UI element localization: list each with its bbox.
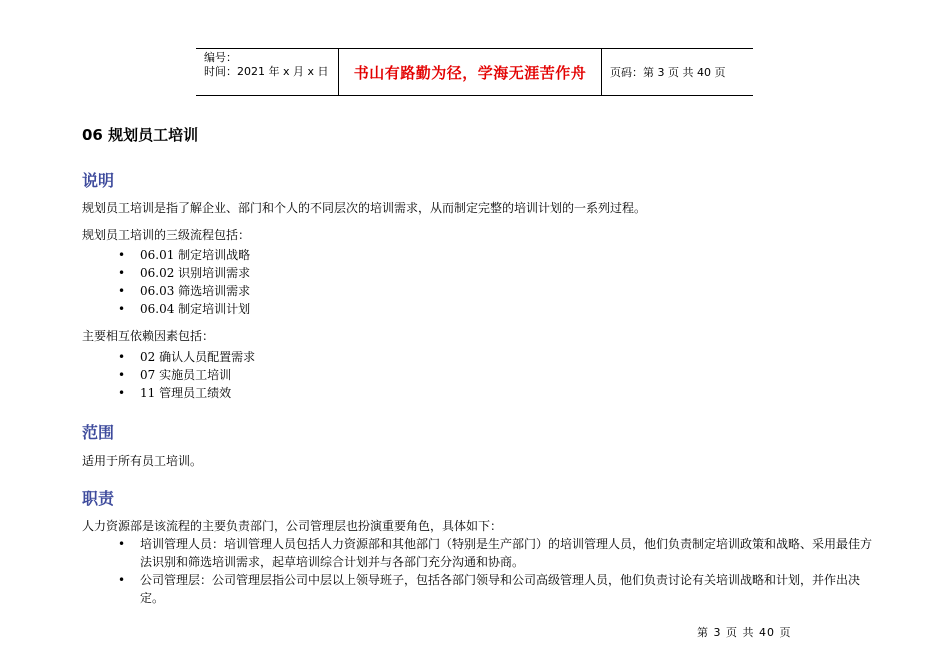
list-item: • 07 实施员工培训 <box>82 366 255 384</box>
page-header-table <box>196 48 753 96</box>
responsibilities-intro: 人力资源部是该流程的主要负责部门，公司管理层也扮演重要角色，具体如下： <box>82 519 503 533</box>
process-list <box>82 246 250 318</box>
dependency-list <box>82 348 255 402</box>
responsibilities-list <box>82 535 872 607</box>
header-info-cell <box>196 49 339 95</box>
list-item: • 06.03 筛选培训需求 <box>82 282 250 300</box>
document-title: 06 规划员工培训 <box>82 126 199 144</box>
header-page-label: 页码：第 3 页 共 40 页 <box>610 66 726 79</box>
header-number-label: 编号： <box>204 51 237 64</box>
section-heading-responsibilities: 职责 <box>82 489 115 508</box>
header-date-label: 时间：2021 年 x 月 x 日 <box>204 65 329 78</box>
scope-text: 适用于所有员工培训。 <box>82 454 203 468</box>
process-intro: 规划员工培训的三级流程包括： <box>82 228 251 242</box>
header-motto: 书山有路勤为径，学海无涯苦作舟 <box>339 49 602 95</box>
dependency-intro: 主要相互依赖因素包括： <box>82 329 215 343</box>
section-heading-description: 说明 <box>82 171 115 190</box>
list-item: • 06.02 识别培训需求 <box>82 264 250 282</box>
section-heading-scope: 范围 <box>82 423 115 442</box>
list-item: • 06.04 制定培训计划 <box>82 300 250 318</box>
footer-page-number: 第 3 页 共 40 页 <box>697 626 792 639</box>
list-item: • 02 确认人员配置需求 <box>82 348 255 366</box>
list-item: • 11 管理员工绩效 <box>82 384 255 402</box>
list-item: • 培训管理人员：培训管理人员包括人力资源部和其他部门（特别是生产部门）的培训管理人员，他们负责制定培训政策和战略、采用最佳方法识别和筛选培训需求，起草培训综合计划并与各部门充分沟通和协商。 <box>82 535 872 571</box>
description-intro: 规划员工培训是指了解企业、部门和个人的不同层次的培训需求，从而制定完整的培训计划的一系列过程。 <box>82 201 647 215</box>
list-item: • 公司管理层：公司管理层指公司中层以上领导班子，包括各部门领导和公司高级管理人员，他们负责讨论有关培训战略和计划，并作出决定。 <box>82 571 872 607</box>
list-item: • 06.01 制定培训战略 <box>82 246 250 264</box>
